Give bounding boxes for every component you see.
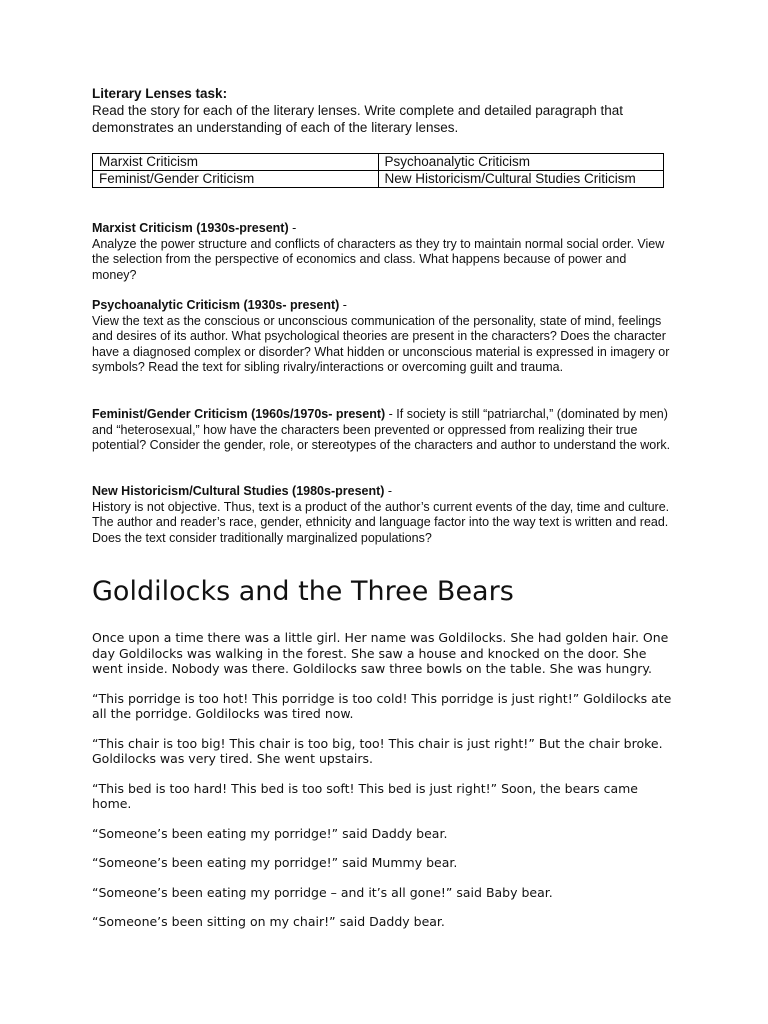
story-section [92, 574, 672, 944]
lens-section-marxist [92, 221, 672, 283]
story-paragraph: “This bed is too hard! This bed is too soft! This bed is just right!” Soon, the bears came home. [92, 780, 638, 811]
task-title: Literary Lenses task: [92, 86, 228, 101]
table-cell: Feminist/Gender Criticism [93, 171, 379, 188]
table-cell: Marxist Criticism [93, 154, 379, 171]
table-row [93, 171, 664, 188]
story-paragraph: “This porridge is too hot! This porridge is too cold! This porridge is just right!” Goldilocks ate all the porridge. Goldilocks was tired now. [92, 690, 672, 721]
lens-description: View the text as the conscious or unconscious communication of the personality, state of mind, feelings and desires of its author. What psychological theories are present in the characters? Does the character have a diagnosed complex or disorder? What hidden or unconscious material is expressed in imagery or symbols? Read the text for sibling rivalry/interactions or overcoming guilt and trauma. [92, 313, 670, 374]
lens-section-new-historicism [92, 484, 672, 546]
lens-separator: - [385, 407, 397, 421]
lens-separator: - [339, 298, 347, 312]
table-cell: Psychoanalytic Criticism [378, 154, 664, 171]
table-row [93, 154, 664, 171]
lens-section-feminist [92, 407, 672, 454]
story-title: Goldilocks and the Three Bears [92, 576, 514, 607]
lens-description: If society is still “patriarchal,” (dominated by men) and “heterosexual,” how have the characters been prevented or oppressed from realizing their true potential? Consider the gender, role, or stereotypes of the characters and author to understand the work. [92, 407, 671, 452]
task-block [92, 86, 692, 136]
story-paragraph: “This chair is too big! This chair is too big, too! This chair is just right!” But the chair broke. Goldilocks was very tired. She went upstairs. [92, 735, 663, 766]
lens-description: Analyze the power structure and conflicts of characters as they try to maintain normal social order. View the selection from the perspective of economics and class. What happens because of power and money? [92, 236, 665, 282]
lens-separator: - [384, 484, 393, 498]
lens-heading: Psychoanalytic Criticism (1930s- present) [92, 298, 340, 312]
table-cell: New Historicism/Cultural Studies Criticism [378, 171, 664, 188]
lens-description: History is not objective. Thus, text is a product of the author’s current events of the day, time and culture. The author and reader’s race, gender, ethnicity and language factor into the way text is written and read. Does the text consider traditionally marginalized populations? [92, 499, 670, 545]
task-instructions: Read the story for each of the literary lenses. Write complete and detailed paragraph that demonstrates an understanding of each of the literary lenses. [92, 103, 624, 135]
story-paragraph: “Someone’s been eating my porridge!” said Daddy bear. [92, 825, 448, 841]
lens-separator: - [288, 221, 297, 235]
story-paragraph: “Someone’s been sitting on my chair!” said Daddy bear. [92, 914, 445, 929]
lens-heading: New Historicism/Cultural Studies (1980s-present) [92, 484, 385, 498]
story-paragraph: “Someone’s been eating my porridge – and it’s all gone!” said Baby bear. [92, 884, 553, 900]
lens-heading: Feminist/Gender Criticism (1960s/1970s- present) [92, 407, 386, 421]
story-paragraph: “Someone’s been eating my porridge!” said Mummy bear. [92, 855, 458, 870]
lens-section-psychoanalytic [92, 298, 672, 376]
lens-table [92, 153, 664, 188]
story-paragraph: Once upon a time there was a little girl. Her name was Goldilocks. She had golden hair. One day Goldilocks was walking in the forest. She saw a house and knocked on the door. She went inside. Nobody was there. Goldilocks saw three bowls on the table. She was hungry. [92, 630, 669, 676]
lens-heading: Marxist Criticism (1930s-present) [92, 221, 289, 235]
